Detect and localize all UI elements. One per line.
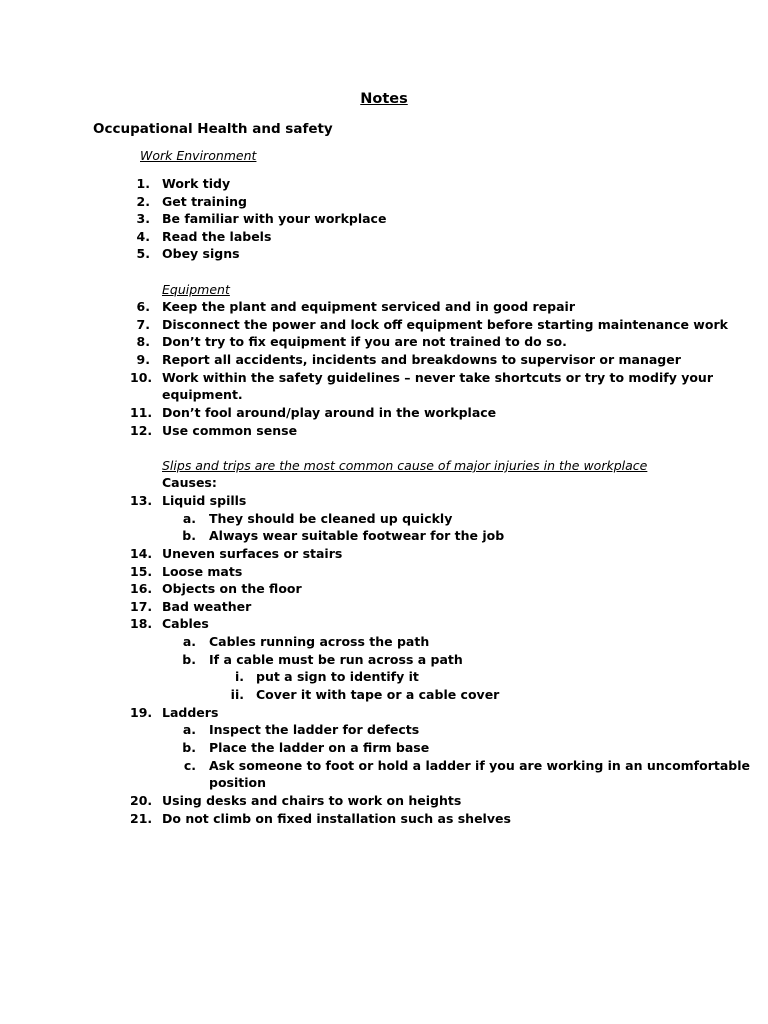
list-text: Keep the plant and equipment serviced and in good repair (162, 299, 576, 314)
list-text: Work within the safety guidelines – never take shortcuts or try to modify your (162, 370, 713, 385)
list-text: Obey signs (162, 246, 240, 261)
list-text: Liquid spills (162, 493, 247, 508)
list-letter: b. (182, 740, 196, 755)
list-number: 14. (130, 546, 153, 561)
list-number: 21. (130, 811, 153, 826)
list-letter: b. (182, 652, 196, 667)
list-number: 6. (136, 299, 150, 314)
list-roman: ii. (230, 687, 244, 702)
list-letter: a. (182, 634, 196, 649)
list-number: 17. (130, 599, 153, 614)
list-text: Cables (162, 616, 209, 631)
list-number: 7. (136, 317, 150, 332)
list-number: 5. (136, 246, 150, 261)
list-text: Get training (162, 194, 247, 209)
list-text: Do not climb on fixed installation such as shelves (162, 811, 511, 826)
list-text: Use common sense (162, 423, 298, 438)
list-text: They should be cleaned up quickly (209, 511, 453, 526)
list-number: 13. (130, 493, 153, 508)
list-text: Inspect the ladder for defects (209, 722, 420, 737)
causes-label: Causes: (162, 475, 217, 490)
slips-heading: Slips and trips are the most common cause of major injuries in the workplace (162, 458, 648, 473)
work-environment-heading: Work Environment (140, 148, 257, 163)
equipment-heading: Equipment (162, 282, 230, 297)
list-text: put a sign to identify it (256, 669, 419, 684)
list-number: 3. (136, 211, 150, 226)
list-text: Objects on the floor (162, 581, 302, 596)
list-text: Don’t fool around/play around in the workplace (162, 405, 497, 420)
list-text: Ladders (162, 705, 219, 720)
list-letter: a. (182, 722, 196, 737)
list-text: Bad weather (162, 599, 252, 614)
list-text: equipment. (162, 387, 243, 402)
list-text: position (209, 775, 267, 790)
list-number: 11. (130, 405, 153, 420)
list-text: Work tidy (162, 176, 231, 191)
list-number: 9. (136, 352, 150, 367)
list-text: Cover it with tape or a cable cover (256, 687, 500, 702)
list-text: Don’t try to fix equipment if you are not trained to do so. (162, 334, 567, 349)
list-number: 12. (130, 423, 153, 438)
list-text: Always wear suitable footwear for the job (209, 528, 505, 543)
list-letter: b. (182, 528, 196, 543)
list-text: Read the labels (162, 229, 272, 244)
list-roman: i. (234, 669, 244, 684)
list-number: 18. (130, 616, 153, 631)
list-number: 4. (136, 229, 150, 244)
list-number: 15. (130, 564, 153, 579)
list-text: Cables running across the path (209, 634, 430, 649)
list-number: 19. (130, 705, 153, 720)
list-number: 2. (136, 194, 150, 209)
list-text: Disconnect the power and lock off equipment before starting maintenance work (162, 317, 728, 332)
list-text: Loose mats (162, 564, 243, 579)
list-text: Place the ladder on a firm base (209, 740, 430, 755)
list-number: 1. (136, 176, 150, 191)
list-letter: c. (183, 758, 196, 773)
list-number: 20. (130, 793, 153, 808)
section-heading: Occupational Health and safety (93, 121, 333, 137)
list-number: 10. (130, 370, 153, 385)
list-text: Be familiar with your workplace (162, 211, 387, 226)
list-number: 16. (130, 581, 153, 596)
list-number: 8. (136, 334, 150, 349)
list-letter: a. (182, 511, 196, 526)
list-text: Using desks and chairs to work on heights (162, 793, 462, 808)
list-text: If a cable must be run across a path (209, 652, 463, 667)
page-title: Notes (360, 91, 408, 107)
list-text: Report all accidents, incidents and breakdowns to supervisor or manager (162, 352, 681, 367)
list-text: Uneven surfaces or stairs (162, 546, 343, 561)
list-text: Ask someone to foot or hold a ladder if you are working in an uncomfortable (209, 758, 750, 773)
